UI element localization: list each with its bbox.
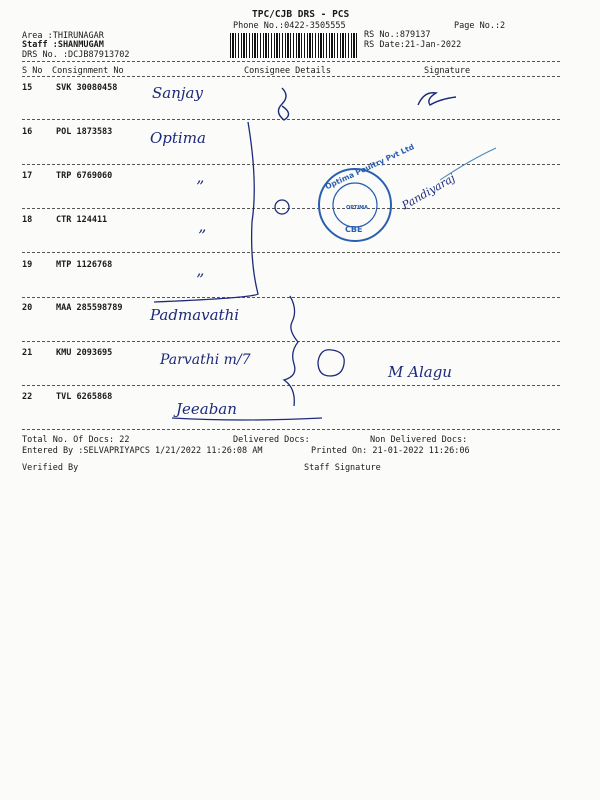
row-sno: 17: [22, 171, 33, 181]
area-field: Area :THIRUNAGAR: [22, 31, 104, 41]
rs-date: RS Date:21-Jan-2022: [364, 40, 462, 50]
drs-number: DRS No. :DCJB87913702: [22, 50, 130, 60]
handwritten-name: Optima: [150, 129, 206, 147]
signature-mark: [278, 88, 288, 120]
signature-mark: [318, 350, 344, 376]
signature-mark: [275, 200, 289, 214]
stamp-name: Optima Poultry Pvt Ltd: [323, 142, 416, 192]
company-stamp: [319, 142, 416, 241]
row-consignment: MTP 1126768: [56, 260, 113, 270]
row-consignment: SVK 30080458: [56, 83, 118, 93]
handwritten-name: Padmavathi: [150, 306, 240, 324]
row-sno: 15: [22, 83, 33, 93]
ditto-mark: ”: [198, 226, 207, 245]
stamp-city: CBE: [345, 225, 363, 234]
rs-number: RS No.:879137: [364, 30, 431, 40]
page-number: Page No.:2: [454, 21, 506, 31]
row-consignment: KMU 2093695: [56, 348, 113, 358]
row-consignment: POL 1873583: [56, 127, 113, 137]
signature-mark: [418, 93, 456, 105]
staff-signature-label: Staff Signature: [304, 463, 381, 473]
column-header-sno: S No: [22, 66, 43, 76]
row-sno: 20: [22, 303, 33, 313]
delivered-docs: Delivered Docs:: [233, 435, 310, 445]
underline-mark: [172, 418, 322, 420]
handwritten-name: Jeeaban: [176, 400, 237, 418]
document-title: TPC/CJB DRS - PCS: [252, 9, 350, 20]
handwritten-name: Sanjay: [152, 84, 203, 102]
row-consignment: CTR 124411: [56, 215, 108, 225]
entered-by: Entered By :SELVAPRIYAPCS 1/21/2022 11:26:08 AM: [22, 446, 263, 456]
verified-by: Verified By: [22, 463, 79, 473]
stamp-logo: OPTIMA: [346, 205, 369, 211]
printed-on: Printed On: 21-01-2022 11:26:06: [311, 446, 470, 456]
row-consignment: MAA 285598789: [56, 303, 123, 313]
column-header-consignee: Consignee Details: [244, 66, 331, 76]
staff-field: Staff :SHANMUGAM: [22, 40, 104, 50]
column-header-signature: Signature: [424, 66, 471, 76]
handwritten-signature: M Alagu: [388, 363, 452, 381]
non-delivered-docs: Non Delivered Docs:: [370, 435, 468, 445]
phone-number: Phone No.:0422-3505555: [233, 21, 346, 31]
ditto-mark: ”: [196, 270, 205, 289]
row-sno: 21: [22, 348, 33, 358]
column-header-consignment: Consignment No: [52, 66, 124, 76]
total-docs: Total No. Of Docs: 22: [22, 435, 130, 445]
handwritten-name: Parvathi m/7: [160, 352, 251, 368]
row-sno: 22: [22, 392, 33, 402]
row-sno: 18: [22, 215, 33, 225]
row-sno: 19: [22, 260, 33, 270]
handwritten-signature: Pandiyaraj: [399, 171, 458, 213]
bracket-mark: [154, 122, 258, 302]
ditto-mark: ”: [196, 177, 205, 196]
row-consignment: TRP 6769060: [56, 171, 113, 181]
bracket-mark: [284, 296, 298, 406]
row-consignment: TVL 6265868: [56, 392, 113, 402]
row-sno: 16: [22, 127, 33, 137]
